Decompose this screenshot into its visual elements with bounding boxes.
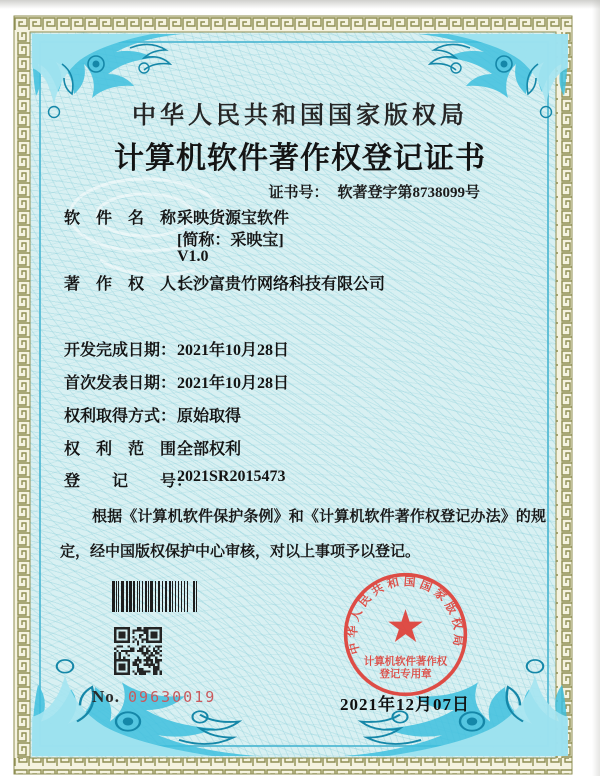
rights-scope-label: 权 利 范 围： bbox=[64, 441, 193, 458]
first-publication-date-label: 首次发表日期： bbox=[64, 375, 177, 392]
serial-number-row bbox=[92, 687, 216, 707]
issue-date: 2021年12月07日 bbox=[340, 695, 470, 714]
seal-line1: 计算机软件著作权 bbox=[363, 656, 448, 668]
rights-acquisition-value: 原始取得 bbox=[177, 408, 242, 425]
copyright-owner-value: 长沙富贵竹网络科技有限公司 bbox=[177, 276, 386, 293]
certificate-title: 计算机软件著作权登记证书 bbox=[114, 142, 486, 175]
software-name-value: 采映货源宝软件 bbox=[177, 210, 290, 227]
certificate-number-value: 软著登字第8738099号 bbox=[337, 185, 480, 201]
qr-code bbox=[114, 627, 162, 675]
dev-completion-date-label: 开发完成日期： bbox=[64, 342, 177, 359]
seal-line2: 登记专用章 bbox=[379, 669, 432, 681]
registration-statement: 根据《计算机软件保护条例》和《计算机软件著作权登记办法》的规定，经中国版权保护中心审核，对以上事项予以登记。 bbox=[60, 509, 546, 560]
software-short-name: [简称：采映宝] bbox=[177, 232, 284, 249]
star-icon bbox=[388, 609, 422, 642]
scan-edge-shadow-right bbox=[592, 0, 600, 776]
serial-label: No. bbox=[92, 687, 121, 706]
seal-ring-text: 中华人民共和国国家版权局 bbox=[345, 574, 466, 656]
dev-completion-date-value: 2021年10月28日 bbox=[177, 342, 290, 359]
certificate-number-row bbox=[268, 181, 480, 202]
serial-number: 09630019 bbox=[128, 688, 217, 706]
barcode bbox=[112, 581, 198, 612]
first-publication-date-value: 2021年10月28日 bbox=[177, 375, 290, 392]
certificate-number-label: 证书号： bbox=[268, 185, 329, 201]
software-name-label: 软 件 名 称： bbox=[64, 210, 193, 227]
official-seal bbox=[342, 571, 469, 698]
scan-edge-shadow-top bbox=[0, 0, 600, 9]
registration-number-value: 2021SR2015473 bbox=[177, 468, 286, 485]
authority-title: 中华人民共和国国家版权局 bbox=[132, 102, 468, 129]
rights-acquisition-label: 权利取得方式： bbox=[64, 408, 177, 425]
registration-number-label: 登 记 号： bbox=[64, 473, 193, 490]
rights-scope-value: 全部权利 bbox=[177, 441, 242, 458]
software-version: V1.0 bbox=[177, 248, 209, 265]
copyright-owner-label: 著 作 权 人： bbox=[64, 276, 193, 293]
